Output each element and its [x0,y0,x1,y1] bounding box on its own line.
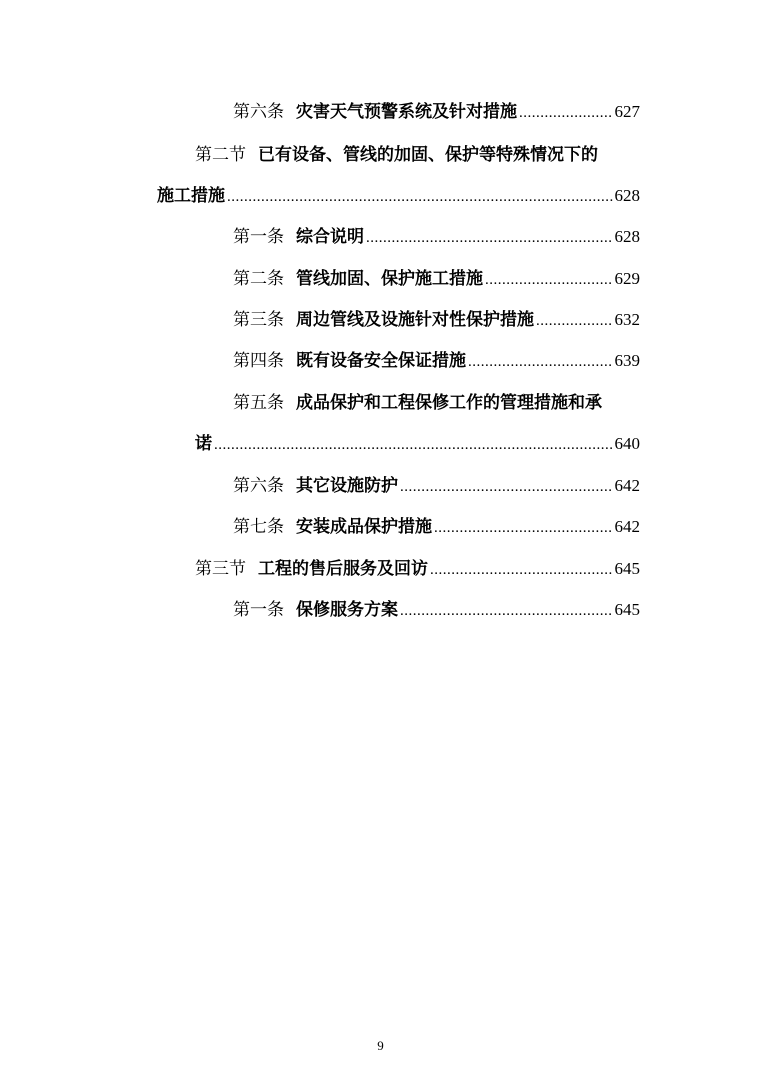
toc-entry-page: 645 [614,600,640,619]
toc-entry [195,140,640,166]
toc-entry-title: 诺 [195,434,212,454]
toc-entry-title: 其它设施防护 [296,476,398,496]
toc-entry-title: 管线加固、保护施工措施 [296,269,483,289]
dot-leader [214,437,613,454]
toc-entry-title: 成品保护和工程保修工作的管理措施和承 [296,393,602,413]
toc-entry-number: 第七条 [233,517,284,537]
toc-entry [233,471,640,497]
page-number: 9 [377,1038,384,1053]
toc-entry-number: 第五条 [233,393,284,413]
toc-entry [233,346,640,372]
toc-entry-number: 第三节 [195,559,246,579]
toc-entry-number: 第一条 [233,227,284,247]
toc-entry-page: 642 [614,476,640,495]
toc-entry-page: 628 [614,227,640,246]
dot-leader [400,479,613,496]
toc-entry-title: 既有设备安全保证措施 [296,351,466,371]
toc-entry [157,181,640,207]
toc-entry-title: 综合说明 [296,227,364,247]
dot-leader [434,520,613,537]
toc-entry-number: 第一条 [233,600,284,620]
toc-entry-number: 第六条 [233,102,284,122]
toc-entry-title: 工程的售后服务及回访 [258,559,428,579]
toc-entry-page: 645 [614,559,640,578]
dot-leader [519,105,613,122]
toc-entry [233,388,640,414]
dot-leader [430,562,613,579]
toc-entry-title: 已有设备、管线的加固、保护等特殊情况下的 [258,145,598,165]
toc-entry-title: 安装成品保护措施 [296,517,432,537]
toc-entry-page: 628 [614,186,640,205]
toc-entry-number: 第四条 [233,351,284,371]
dot-leader [400,603,613,620]
toc-entry-number: 第二条 [233,269,284,289]
dot-leader [485,272,613,289]
toc-entry-page: 642 [614,517,640,536]
toc-entry [233,264,640,290]
toc-entry [233,305,640,331]
toc-entry-page: 632 [614,310,640,329]
toc-entry [233,595,640,621]
toc-entry-title: 灾害天气预警系统及针对措施 [296,102,517,122]
toc-entry [233,512,640,538]
toc-entry-title: 保修服务方案 [296,600,398,620]
dot-leader [536,313,613,330]
toc-entry-number: 第二节 [195,145,246,165]
toc-entry-page: 640 [614,434,640,453]
toc-entry-number: 第三条 [233,310,284,330]
toc-entry-number: 第六条 [233,476,284,496]
toc-entry [233,222,640,248]
dot-leader [227,189,613,206]
toc-entry-page: 639 [614,351,640,370]
toc-entry [195,429,640,455]
toc-entry-title: 周边管线及设施针对性保护措施 [296,310,534,330]
toc-entry [233,97,640,123]
dot-leader [366,230,613,247]
toc-entry [195,554,640,580]
toc-entry-page: 629 [614,269,640,288]
toc-entry-title: 施工措施 [157,186,225,206]
dot-leader [468,354,613,371]
toc-entry-page: 627 [614,102,640,121]
